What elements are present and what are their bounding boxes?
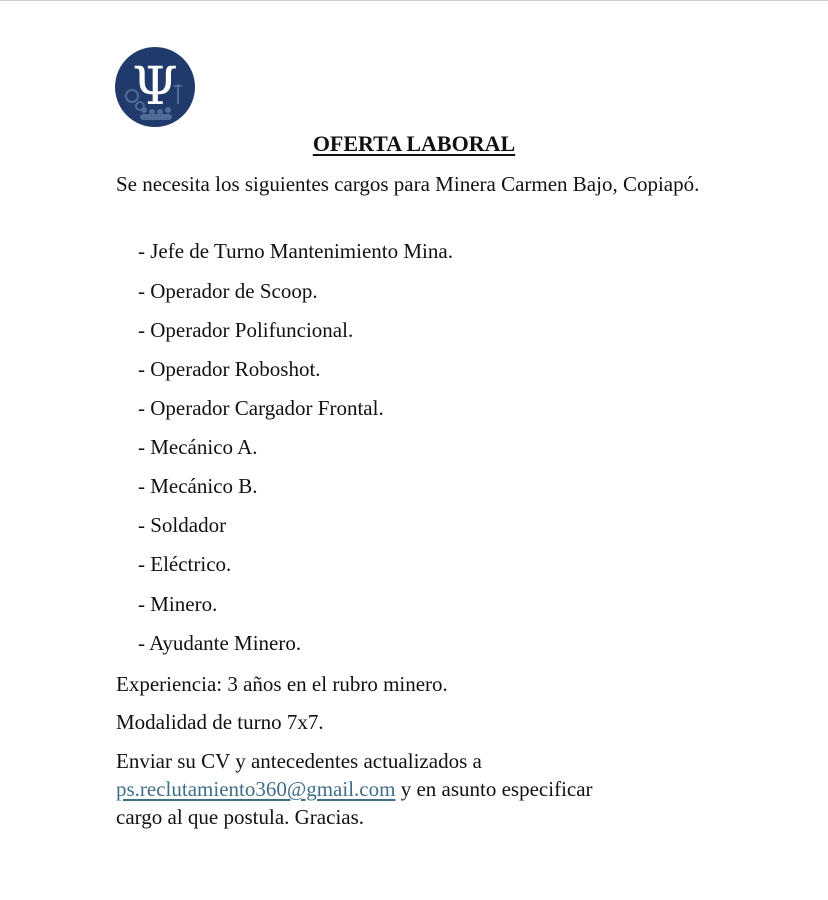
svg-text:Ψ: Ψ <box>132 57 178 117</box>
position-item: - Eléctrico. <box>138 552 232 576</box>
position-item: - Operador de Scoop. <box>138 279 318 303</box>
position-item: - Jefe de Turno Mantenimiento Mina. <box>138 239 453 263</box>
position-item: - Mecánico B. <box>138 474 258 498</box>
email-link[interactable]: ps.reclutamiento360@gmail.com <box>116 777 396 801</box>
contact-after-email: y en asunto especificar <box>395 777 593 801</box>
position-item: - Minero. <box>138 592 218 616</box>
psi-logo-icon <box>114 46 196 128</box>
top-border <box>0 0 828 1</box>
page-title: OFERTA LABORAL <box>312 131 516 156</box>
position-item: - Ayudante Minero. <box>138 631 302 655</box>
experience-text: Experiencia: 3 años en el rubro minero. <box>116 672 448 696</box>
intro-paragraph: Se necesita los siguientes cargos para Minera Carmen Bajo, Copiapó. <box>116 172 700 196</box>
position-item: - Mecánico A. <box>138 435 258 459</box>
contact-paragraph <box>116 747 716 831</box>
contact-line-3: cargo al que postula. Gracias. <box>116 805 365 829</box>
company-logo <box>114 46 196 128</box>
shift-text: Modalidad de turno 7x7. <box>116 710 324 734</box>
position-item: - Operador Roboshot. <box>138 357 321 381</box>
position-item: - Soldador <box>138 513 227 537</box>
contact-line-1: Enviar su CV y antecedentes actualizados a <box>116 749 482 773</box>
position-item: - Operador Cargador Frontal. <box>138 396 384 420</box>
position-item: - Operador Polifuncional. <box>138 318 354 342</box>
